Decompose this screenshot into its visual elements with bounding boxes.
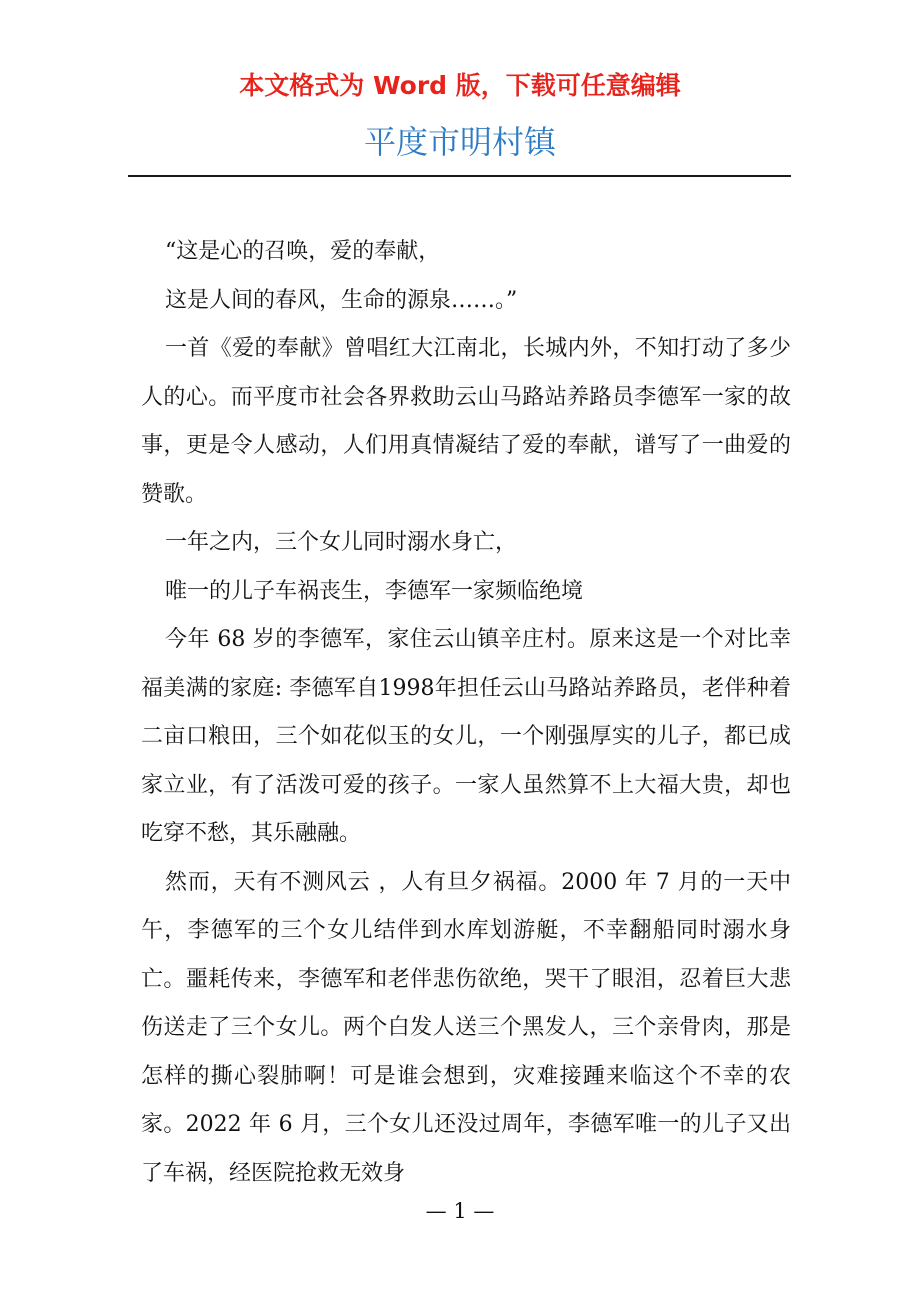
format-notice: 本文格式为 Word 版，下载可任意编辑: [239, 71, 681, 100]
paragraph-3: 一首《爱的奉献》曾唱红大江南北，长城内外，不知打动了多少人的心。而平度市社会各界救助云山马路站养路员李德军一家的故事，更是令人感动，人们用真情凝结了爱的奉献，谱写了一曲爱的赞歌。: [141, 336, 791, 507]
paragraph-6: 今年 68 岁的李德军，家住云山镇辛庄村。原来这是一个对比幸福美满的家庭: 李德军自1998年担任云山马路站养路员，老伴种着二亩口粮田，三个如花似玉的女儿，一个刚强厚实的儿子，都已成家立业，有了活泼可爱的孩子。一家人虽然算不上大福大贵，却也吃穿不愁，其乐融融。: [141, 627, 791, 846]
paragraph-5: 唯一的儿子车祸丧生，李德军一家频临绝境: [165, 578, 584, 604]
document-body: [141, 228, 791, 1198]
paragraph-4: 一年之内，三个女儿同时溺水身亡，: [165, 530, 518, 555]
document-title: 平度市明村镇: [363, 123, 556, 161]
paragraph-2: 这是人间的春风，生命的源泉……。”: [165, 287, 518, 313]
title-divider: [128, 175, 791, 177]
page-number: — 1 —: [425, 1199, 495, 1223]
paragraph-7: 然而，天有不测风云 ，人有旦夕祸福。2000 年 7 月的一天中午，李德军的三个女儿结伴到水库划游艇，不幸翻船同时溺水身亡。噩耗传来，李德军和老伴悲伤欲绝，哭干了眼泪，忍着巨大悲伤送走了三个女儿。两个白发人送三个黑发人，三个亲骨肉，那是怎样的撕心裂肺啊！可是谁会想到，灾难接踵来临这个不幸的农家。2022 年 6 月，三个女儿还没过周年，李德军唯一的儿子又出了车祸，经医院抢救无效身: [141, 869, 791, 1186]
paragraph-1: “这是心的召唤，爱的奉献，: [165, 239, 441, 264]
